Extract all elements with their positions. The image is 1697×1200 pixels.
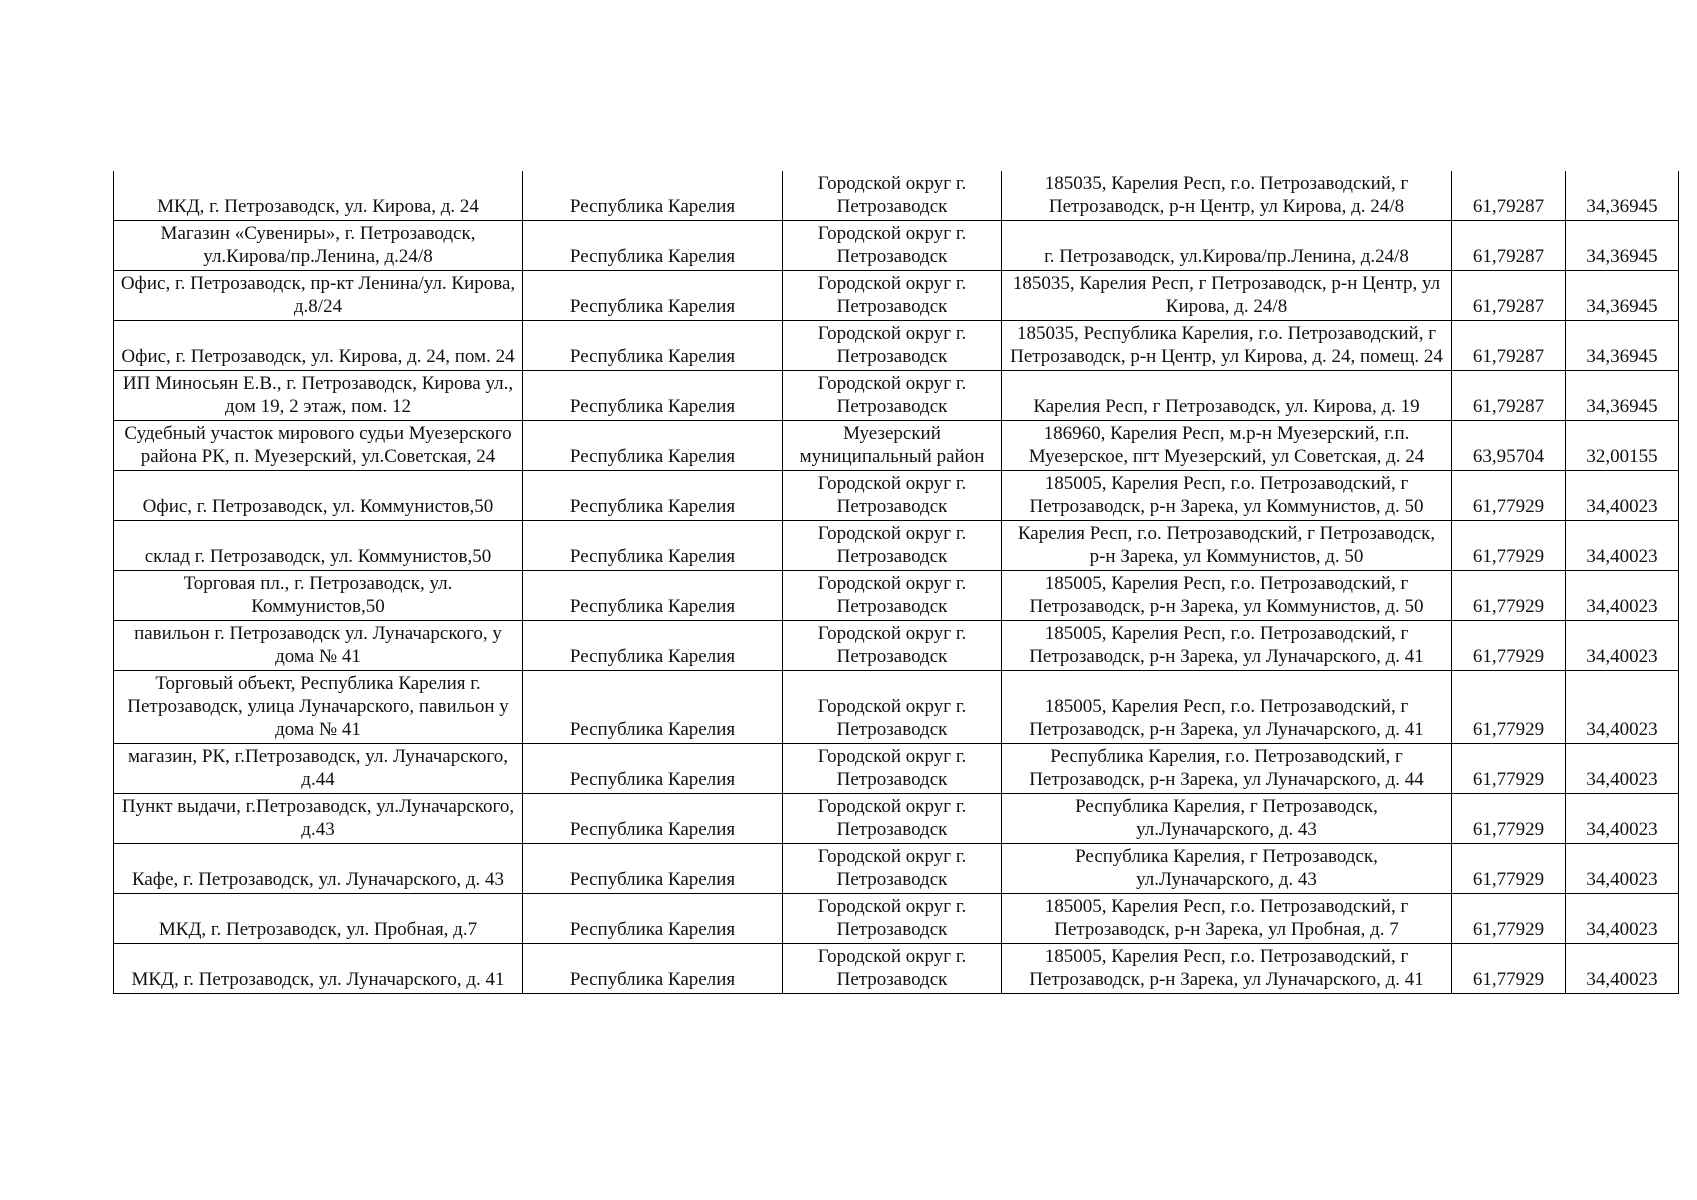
address-cell: Карелия Респ, г.о. Петрозаводский, г Петрозаводск, р-н Зарека, ул Коммунистов, д. 50 [1002, 521, 1452, 571]
table-row [114, 421, 1679, 471]
table-row [114, 621, 1679, 671]
latitude-cell: 61,77929 [1452, 471, 1566, 521]
latitude-cell: 61,77929 [1452, 894, 1566, 944]
municipality-cell: Городской округ г. Петрозаводск [783, 744, 1002, 794]
municipality-cell: Городской округ г. Петрозаводск [783, 944, 1002, 994]
latitude-cell: 61,79287 [1452, 371, 1566, 421]
table-row [114, 271, 1679, 321]
latitude-cell: 61,77929 [1452, 621, 1566, 671]
address-cell: Республика Карелия, г Петрозаводск, ул.Луначарского, д. 43 [1002, 794, 1452, 844]
region-cell: Республика Карелия [523, 221, 783, 271]
object-name-cell: Офис, г. Петрозаводск, пр-кт Ленина/ул. Кирова, д.8/24 [114, 271, 523, 321]
longitude-cell: 34,40023 [1566, 671, 1679, 744]
object-name-cell: склад г. Петрозаводск, ул. Коммунистов,50 [114, 521, 523, 571]
region-cell: Республика Карелия [523, 671, 783, 744]
municipality-cell: Городской округ г. Петрозаводск [783, 471, 1002, 521]
municipality-cell: Городской округ г. Петрозаводск [783, 671, 1002, 744]
longitude-cell: 34,40023 [1566, 744, 1679, 794]
region-cell: Республика Карелия [523, 944, 783, 994]
municipality-cell: Городской округ г. Петрозаводск [783, 844, 1002, 894]
municipality-cell: Городской округ г. Петрозаводск [783, 171, 1002, 221]
longitude-cell: 34,40023 [1566, 571, 1679, 621]
table-row [114, 744, 1679, 794]
municipality-cell: Городской округ г. Петрозаводск [783, 621, 1002, 671]
latitude-cell: 61,77929 [1452, 521, 1566, 571]
object-name-cell: Судебный участок мирового судьи Муезерского района РК, п. Муезерский, ул.Советская, 24 [114, 421, 523, 471]
region-cell: Республика Карелия [523, 521, 783, 571]
table-row [114, 671, 1679, 744]
longitude-cell: 34,40023 [1566, 621, 1679, 671]
address-cell: 185005, Карелия Респ, г.о. Петрозаводский, г Петрозаводск, р-н Зарека, ул Луначарского, д. 41 [1002, 621, 1452, 671]
address-cell: 185005, Карелия Респ, г.о. Петрозаводский, г Петрозаводск, р-н Зарека, ул Луначарского, д. 41 [1002, 671, 1452, 744]
object-name-cell: МКД, г. Петрозаводск, ул. Кирова, д. 24 [114, 171, 523, 221]
municipality-cell: Городской округ г. Петрозаводск [783, 794, 1002, 844]
address-cell: Республика Карелия, г.о. Петрозаводский, г Петрозаводск, р-н Зарека, ул Луначарского, д. 44 [1002, 744, 1452, 794]
longitude-cell: 34,36945 [1566, 321, 1679, 371]
latitude-cell: 61,79287 [1452, 171, 1566, 221]
longitude-cell: 34,36945 [1566, 171, 1679, 221]
object-name-cell: Магазин «Сувениры», г. Петрозаводск, ул.Кирова/пр.Ленина, д.24/8 [114, 221, 523, 271]
object-name-cell: павильон г. Петрозаводск ул. Луначарского, у дома № 41 [114, 621, 523, 671]
latitude-cell: 61,79287 [1452, 221, 1566, 271]
latitude-cell: 61,77929 [1452, 671, 1566, 744]
latitude-cell: 61,79287 [1452, 271, 1566, 321]
table-row [114, 571, 1679, 621]
address-cell: 185005, Карелия Респ, г.о. Петрозаводский, г Петрозаводск, р-н Зарека, ул Коммунистов, д. 50 [1002, 471, 1452, 521]
table-row [114, 794, 1679, 844]
object-name-cell: Кафе, г. Петрозаводск, ул. Луначарского, д. 43 [114, 844, 523, 894]
address-cell: 185035, Карелия Респ, г.о. Петрозаводский, г Петрозаводск, р-н Центр, ул Кирова, д. 24/8 [1002, 171, 1452, 221]
table-row [114, 521, 1679, 571]
region-cell: Республика Карелия [523, 894, 783, 944]
longitude-cell: 34,40023 [1566, 894, 1679, 944]
municipality-cell: Городской округ г. Петрозаводск [783, 571, 1002, 621]
region-cell: Республика Карелия [523, 571, 783, 621]
longitude-cell: 34,40023 [1566, 844, 1679, 894]
object-name-cell: МКД, г. Петрозаводск, ул. Пробная, д.7 [114, 894, 523, 944]
table-row [114, 171, 1679, 221]
longitude-cell: 34,36945 [1566, 271, 1679, 321]
latitude-cell: 61,77929 [1452, 844, 1566, 894]
longitude-cell: 34,36945 [1566, 221, 1679, 271]
municipality-cell: Городской округ г. Петрозаводск [783, 321, 1002, 371]
longitude-cell: 34,40023 [1566, 794, 1679, 844]
latitude-cell: 63,95704 [1452, 421, 1566, 471]
region-cell: Республика Карелия [523, 371, 783, 421]
table-row [114, 471, 1679, 521]
longitude-cell: 34,36945 [1566, 371, 1679, 421]
municipality-cell: Городской округ г. Петрозаводск [783, 221, 1002, 271]
longitude-cell: 34,40023 [1566, 944, 1679, 994]
object-name-cell: ИП Миносьян Е.В., г. Петрозаводск, Кирова ул., дом 19, 2 этаж, пом. 12 [114, 371, 523, 421]
table-row [114, 321, 1679, 371]
object-name-cell: Офис, г. Петрозаводск, ул. Коммунистов,50 [114, 471, 523, 521]
municipality-cell: Городской округ г. Петрозаводск [783, 894, 1002, 944]
latitude-cell: 61,77929 [1452, 794, 1566, 844]
municipality-cell: Городской округ г. Петрозаводск [783, 371, 1002, 421]
longitude-cell: 32,00155 [1566, 421, 1679, 471]
table-row [114, 371, 1679, 421]
latitude-cell: 61,77929 [1452, 571, 1566, 621]
address-cell: Республика Карелия, г Петрозаводск, ул.Луначарского, д. 43 [1002, 844, 1452, 894]
address-cell: г. Петрозаводск, ул.Кирова/пр.Ленина, д.24/8 [1002, 221, 1452, 271]
municipality-cell: Городской округ г. Петрозаводск [783, 271, 1002, 321]
object-name-cell: Пункт выдачи, г.Петрозаводск, ул.Луначарского, д.43 [114, 794, 523, 844]
table-row [114, 944, 1679, 994]
object-name-cell: Торговая пл., г. Петрозаводск, ул. Коммунистов,50 [114, 571, 523, 621]
region-cell: Республика Карелия [523, 271, 783, 321]
region-cell: Республика Карелия [523, 744, 783, 794]
region-cell: Республика Карелия [523, 621, 783, 671]
region-cell: Республика Карелия [523, 321, 783, 371]
object-name-cell: МКД, г. Петрозаводск, ул. Луначарского, д. 41 [114, 944, 523, 994]
address-cell: 185035, Республика Карелия, г.о. Петрозаводский, г Петрозаводск, р-н Центр, ул Кирова, д. 24, помещ. 24 [1002, 321, 1452, 371]
latitude-cell: 61,79287 [1452, 321, 1566, 371]
table-row [114, 221, 1679, 271]
latitude-cell: 61,77929 [1452, 744, 1566, 794]
table-body [114, 171, 1679, 994]
municipality-cell: Городской округ г. Петрозаводск [783, 521, 1002, 571]
address-cell: 185005, Карелия Респ, г.о. Петрозаводский, г Петрозаводск, р-н Зарека, ул Коммунистов, д. 50 [1002, 571, 1452, 621]
longitude-cell: 34,40023 [1566, 521, 1679, 571]
address-cell: 185005, Карелия Респ, г.о. Петрозаводский, г Петрозаводск, р-н Зарека, ул Пробная, д. 7 [1002, 894, 1452, 944]
address-cell: 185005, Карелия Респ, г.о. Петрозаводский, г Петрозаводск, р-н Зарека, ул Луначарского, д. 41 [1002, 944, 1452, 994]
region-cell: Республика Карелия [523, 471, 783, 521]
table-row [114, 894, 1679, 944]
region-cell: Республика Карелия [523, 421, 783, 471]
longitude-cell: 34,40023 [1566, 471, 1679, 521]
table-row [114, 844, 1679, 894]
object-name-cell: Торговый объект, Республика Карелия г. Петрозаводск, улица Луначарского, павильон у дома № 41 [114, 671, 523, 744]
address-table [113, 171, 1679, 994]
municipality-cell: Муезерский муниципальный район [783, 421, 1002, 471]
address-cell: Карелия Респ, г Петрозаводск, ул. Кирова, д. 19 [1002, 371, 1452, 421]
address-cell: 185035, Карелия Респ, г Петрозаводск, р-н Центр, ул Кирова, д. 24/8 [1002, 271, 1452, 321]
region-cell: Республика Карелия [523, 794, 783, 844]
address-cell: 186960, Карелия Респ, м.р-н Муезерский, г.п. Муезерское, пгт Муезерский, ул Советская, д. 24 [1002, 421, 1452, 471]
region-cell: Республика Карелия [523, 844, 783, 894]
object-name-cell: Офис, г. Петрозаводск, ул. Кирова, д. 24, пом. 24 [114, 321, 523, 371]
region-cell: Республика Карелия [523, 171, 783, 221]
object-name-cell: магазин, РК, г.Петрозаводск, ул. Луначарского, д.44 [114, 744, 523, 794]
latitude-cell: 61,77929 [1452, 944, 1566, 994]
